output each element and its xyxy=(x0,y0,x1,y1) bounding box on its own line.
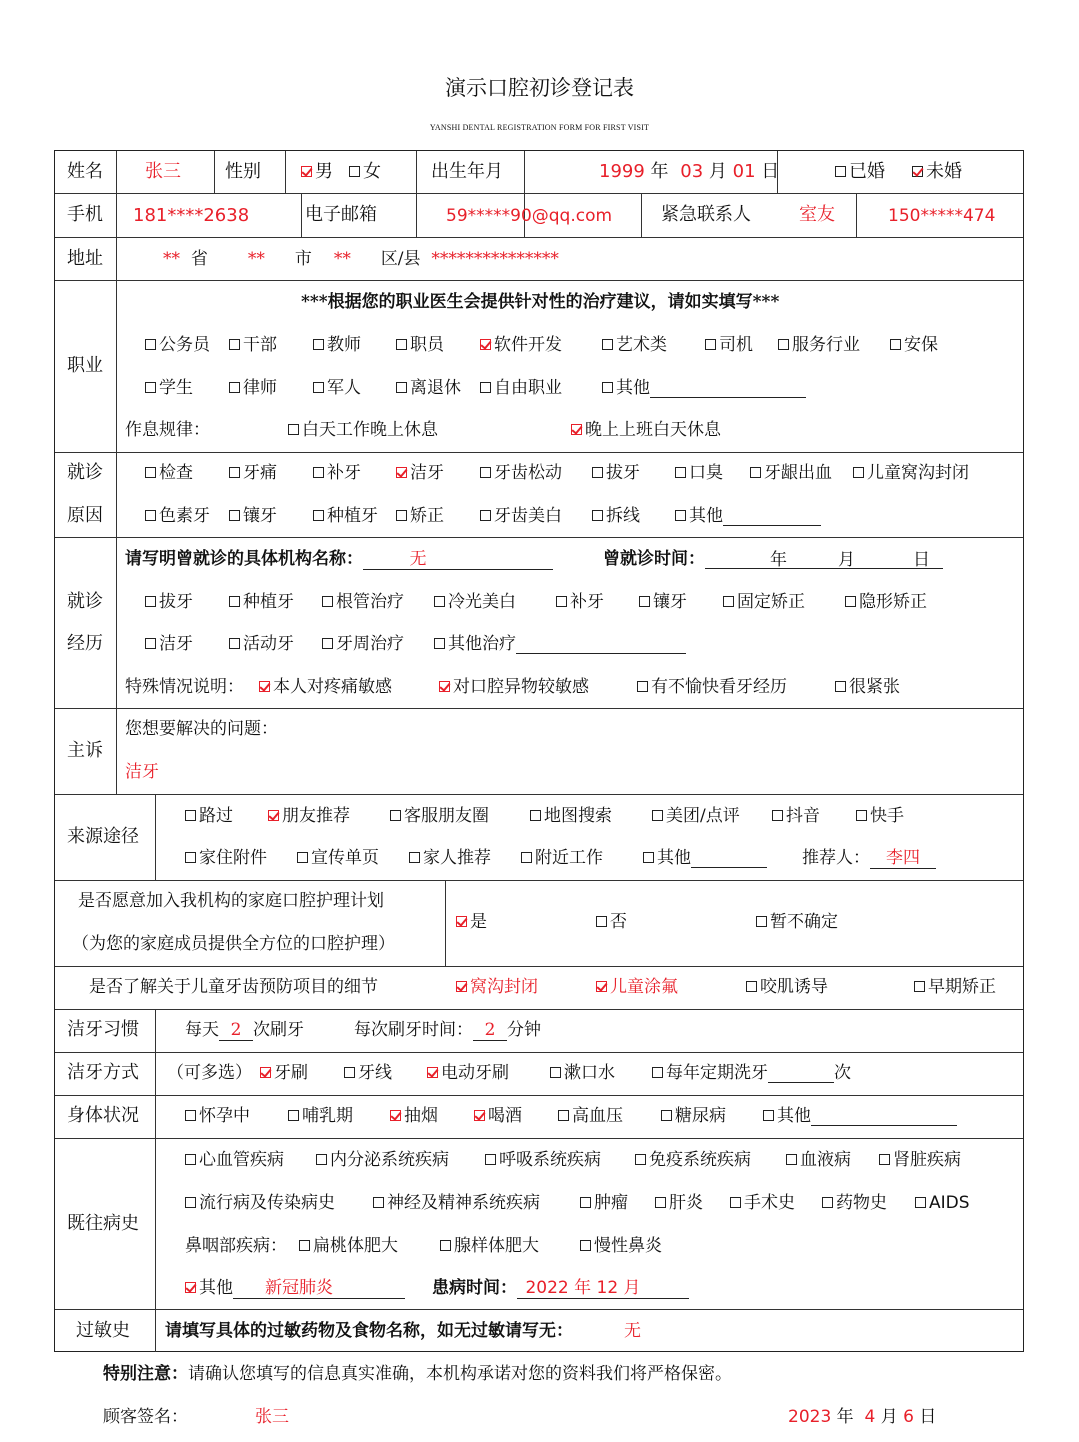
source-option[interactable]: 朋友推荐 xyxy=(268,806,350,826)
cleaning-option[interactable]: 电动牙刷 xyxy=(427,1063,509,1083)
cleaning-label: 洁牙方式 xyxy=(67,1062,139,1083)
checked-icon xyxy=(259,681,270,692)
history-option[interactable]: 拔牙 xyxy=(145,592,193,612)
checked-icon xyxy=(596,981,607,992)
reason-option[interactable]: 洁牙 xyxy=(396,463,444,483)
checkbox-icon xyxy=(185,852,196,863)
birth-label: 出生年月 xyxy=(431,161,503,182)
history-option[interactable]: 种植牙 xyxy=(229,592,294,612)
checkbox-icon xyxy=(229,339,240,350)
children-option[interactable]: 窝沟封闭 xyxy=(456,977,538,997)
reason-option[interactable]: 牙痛 xyxy=(229,463,277,483)
signature-label: 顾客签名： xyxy=(103,1407,188,1427)
checkbox-icon xyxy=(746,981,757,992)
family-plan-no[interactable]: 否 xyxy=(596,912,627,932)
checkbox-icon xyxy=(349,166,360,177)
medical-option[interactable]: 免疫系统疾病 xyxy=(635,1150,751,1170)
schedule-day-option[interactable]: 白天工作晚上休息 xyxy=(288,420,438,440)
brushing-time-field[interactable]: 每次刷牙时间： 2 分钟 xyxy=(354,1020,541,1040)
children-option[interactable]: 咬肌诱导 xyxy=(746,977,828,997)
checkbox-icon xyxy=(915,1197,926,1208)
history-other[interactable]: 其他治疗 xyxy=(434,634,686,654)
checkbox-icon xyxy=(592,467,603,478)
checkbox-icon xyxy=(299,1240,310,1251)
married-option[interactable]: 已婚 xyxy=(835,162,885,182)
checkbox-icon xyxy=(288,424,299,435)
history-option[interactable]: 根管治疗 xyxy=(322,592,404,612)
nose-label: 鼻咽部疾病： xyxy=(185,1236,287,1256)
address-value[interactable]: ** 省 ** 市 ** 区/县 *************** xyxy=(163,249,559,269)
history-label: 就诊 xyxy=(67,591,103,612)
checkbox-icon xyxy=(288,1110,299,1121)
reason-option[interactable]: 种植牙 xyxy=(313,506,378,526)
special-option[interactable]: 有不愉快看牙经历 xyxy=(637,677,787,697)
checked-icon xyxy=(185,1282,196,1293)
email-value[interactable]: 59*****90@qq.com xyxy=(446,206,613,226)
checkbox-icon xyxy=(390,810,401,821)
medical-option[interactable]: 神经及精神系统疾病 xyxy=(373,1193,540,1213)
checkbox-icon xyxy=(229,596,240,607)
checkbox-icon xyxy=(655,1197,666,1208)
history-option[interactable]: 冷光美白 xyxy=(434,592,516,612)
illness-time-field[interactable]: 患病时间： 2022 年 12 月 xyxy=(432,1278,689,1299)
checkbox-icon xyxy=(530,810,541,821)
checkbox-icon xyxy=(145,596,156,607)
cleaning-option[interactable]: 牙刷 xyxy=(260,1063,308,1083)
checkbox-icon xyxy=(822,1197,833,1208)
source-option[interactable]: 家住附件 xyxy=(185,848,267,868)
checkbox-icon xyxy=(835,166,846,177)
checked-icon xyxy=(268,810,279,821)
checkbox-icon xyxy=(185,1154,196,1165)
reason-option[interactable]: 牙齿美白 xyxy=(480,506,562,526)
occupation-option[interactable]: 艺术类 xyxy=(602,335,667,355)
reason-option[interactable]: 拆线 xyxy=(592,506,640,526)
cleaning-option[interactable]: 牙线 xyxy=(344,1063,392,1083)
special-option[interactable]: 很紧张 xyxy=(835,677,900,697)
reason-option[interactable]: 儿童窝沟封闭 xyxy=(853,463,969,483)
family-plan-yes[interactable]: 是 xyxy=(456,912,487,932)
checkbox-icon xyxy=(643,852,654,863)
source-label: 来源途径 xyxy=(67,826,139,847)
checkbox-icon xyxy=(914,981,925,992)
medical-option[interactable]: 肿瘤 xyxy=(580,1193,628,1213)
body-option[interactable]: 喝酒 xyxy=(474,1106,522,1126)
family-plan-note: （为您的家庭成员提供全方位的口腔护理） xyxy=(72,934,395,954)
children-option[interactable]: 早期矫正 xyxy=(914,977,996,997)
medical-other-field[interactable]: 其他 新冠肺炎 xyxy=(185,1278,405,1299)
checkbox-icon xyxy=(750,467,761,478)
source-option[interactable]: 地图搜索 xyxy=(530,806,612,826)
checked-icon xyxy=(301,166,312,177)
checkbox-icon xyxy=(396,382,407,393)
checkbox-icon xyxy=(145,382,156,393)
checkbox-icon xyxy=(229,382,240,393)
complaint-question: 您想要解决的问题： xyxy=(125,719,278,739)
email-label: 电子邮箱 xyxy=(305,204,377,225)
medical-option[interactable]: 扁桃体肥大 xyxy=(299,1236,398,1256)
checkbox-icon xyxy=(835,681,846,692)
checkbox-icon xyxy=(772,810,783,821)
source-option[interactable]: 附近工作 xyxy=(521,848,603,868)
checkbox-icon xyxy=(145,638,156,649)
body-other[interactable]: 其他 xyxy=(763,1106,957,1126)
history-option[interactable]: 牙周治疗 xyxy=(322,634,404,654)
checkbox-icon xyxy=(521,852,532,863)
checkbox-icon xyxy=(661,1110,672,1121)
checked-icon xyxy=(456,981,467,992)
signature-value[interactable]: 张三 xyxy=(255,1407,289,1427)
occupation-option[interactable]: 安保 xyxy=(890,335,938,355)
occupation-other[interactable]: 其他 xyxy=(602,378,806,398)
checkbox-icon xyxy=(229,638,240,649)
checkbox-icon xyxy=(145,510,156,521)
checkbox-icon xyxy=(675,467,686,478)
checkbox-icon xyxy=(558,1110,569,1121)
name-label: 姓名 xyxy=(67,161,103,182)
reason-option[interactable]: 口臭 xyxy=(675,463,723,483)
checkbox-icon xyxy=(602,339,613,350)
brushing-daily-field[interactable]: 每天 2 次刷牙 xyxy=(185,1020,304,1040)
occupation-option[interactable]: 离退休 xyxy=(396,378,461,398)
checkbox-icon xyxy=(675,510,686,521)
checkbox-icon xyxy=(845,596,856,607)
checkbox-icon xyxy=(297,852,308,863)
medical-option[interactable]: 呼吸系统疾病 xyxy=(485,1150,601,1170)
occupation-option[interactable]: 软件开发 xyxy=(480,335,562,355)
visit-reason-label: 就诊 xyxy=(67,462,103,483)
checked-icon xyxy=(390,1110,401,1121)
checkbox-icon xyxy=(856,810,867,821)
medical-option[interactable]: AIDS xyxy=(915,1193,970,1213)
checkbox-icon xyxy=(229,510,240,521)
source-option[interactable]: 抖音 xyxy=(772,806,820,826)
checkbox-icon xyxy=(145,339,156,350)
brushing-label: 洁牙习惯 xyxy=(67,1019,139,1040)
medical-option[interactable]: 心血管疾病 xyxy=(185,1150,284,1170)
checkbox-icon xyxy=(344,1067,355,1078)
medical-history-label: 既往病史 xyxy=(67,1213,139,1234)
checkbox-icon xyxy=(229,467,240,478)
checkbox-icon xyxy=(705,339,716,350)
address-label: 地址 xyxy=(67,248,103,269)
form-title: 演示口腔初诊登记表 xyxy=(445,76,634,100)
history-option[interactable]: 补牙 xyxy=(556,592,604,612)
reason-option[interactable]: 镶牙 xyxy=(229,506,277,526)
checked-icon xyxy=(456,916,467,927)
checkbox-icon xyxy=(763,1110,774,1121)
name-value[interactable]: 张三 xyxy=(145,161,181,182)
medical-option[interactable]: 肾脏疾病 xyxy=(879,1150,961,1170)
cleaning-option[interactable]: 每年定期洗牙 次 xyxy=(652,1063,851,1083)
checkbox-icon xyxy=(409,852,420,863)
allergy-prompt: 请填写具体的过敏药物及食物名称，如无过敏请写无： xyxy=(165,1321,573,1341)
checkbox-icon xyxy=(434,638,445,649)
family-plan-question: 是否愿意加入我机构的家庭口腔护理计划 xyxy=(78,891,384,911)
medical-option[interactable]: 血液病 xyxy=(786,1150,851,1170)
source-option[interactable]: 美团/点评 xyxy=(652,806,740,826)
checked-icon xyxy=(480,339,491,350)
emergency-label: 紧急联系人 xyxy=(661,204,751,225)
checkbox-icon xyxy=(592,510,603,521)
reason-option[interactable]: 牙齿松动 xyxy=(480,463,562,483)
complaint-answer[interactable]: 洁牙 xyxy=(125,762,159,782)
checkbox-icon xyxy=(756,916,767,927)
checkbox-icon xyxy=(652,810,663,821)
birth-date[interactable]: 1999 年 03 月 01 日 xyxy=(599,161,780,182)
checkbox-icon xyxy=(635,1154,646,1165)
occupation-option[interactable]: 干部 xyxy=(229,335,277,355)
reason-option[interactable]: 矫正 xyxy=(396,506,444,526)
checkbox-icon xyxy=(313,467,324,478)
reason-option[interactable]: 拔牙 xyxy=(592,463,640,483)
checked-icon xyxy=(260,1067,271,1078)
checked-icon xyxy=(912,166,923,177)
reason-option[interactable]: 补牙 xyxy=(313,463,361,483)
children-question: 是否了解关于儿童牙齿预防项目的细节 xyxy=(89,977,378,997)
phone-value[interactable]: 181****2638 xyxy=(133,205,250,226)
medical-option[interactable]: 流行病及传染病史 xyxy=(185,1193,335,1213)
referrer-field[interactable]: 推荐人： 李四 xyxy=(802,848,936,869)
occupation-option[interactable]: 职员 xyxy=(396,335,444,355)
signature-date[interactable]: 2023 年 4 月 6 日 xyxy=(788,1407,937,1427)
institution-field[interactable]: 请写明曾就诊的具体机构名称： 无 xyxy=(125,549,553,570)
medical-option[interactable]: 肝炎 xyxy=(655,1193,703,1213)
body-label: 身体状况 xyxy=(67,1105,139,1126)
checkbox-icon xyxy=(396,510,407,521)
cleaning-multi-note: （可多选） xyxy=(167,1063,252,1083)
history-option[interactable]: 洁牙 xyxy=(145,634,193,654)
checkbox-icon xyxy=(322,596,333,607)
reason-option[interactable]: 检查 xyxy=(145,463,193,483)
body-option[interactable]: 哺乳期 xyxy=(288,1106,353,1126)
allergy-label: 过敏史 xyxy=(76,1320,130,1341)
checkbox-icon xyxy=(313,382,324,393)
source-option[interactable]: 宣传单页 xyxy=(297,848,379,868)
checkbox-icon xyxy=(185,810,196,821)
checkbox-icon xyxy=(580,1197,591,1208)
checkbox-icon xyxy=(373,1197,384,1208)
special-option[interactable]: 本人对疼痛敏感 xyxy=(259,677,392,697)
checked-icon xyxy=(571,424,582,435)
checkbox-icon xyxy=(185,1110,196,1121)
checked-icon xyxy=(439,681,450,692)
occupation-option[interactable]: 司机 xyxy=(705,335,753,355)
checkbox-icon xyxy=(185,1197,196,1208)
checked-icon xyxy=(427,1067,438,1078)
complaint-label: 主诉 xyxy=(67,740,103,761)
checkbox-icon xyxy=(786,1154,797,1165)
checkbox-icon xyxy=(313,339,324,350)
checkbox-icon xyxy=(480,382,491,393)
checkbox-icon xyxy=(853,467,864,478)
history-option[interactable]: 活动牙 xyxy=(229,634,294,654)
reason-other[interactable]: 其他 xyxy=(675,506,821,526)
medical-option[interactable]: 手术史 xyxy=(730,1193,795,1213)
checked-icon xyxy=(474,1110,485,1121)
occupation-option[interactable]: 军人 xyxy=(313,378,361,398)
occupation-note: ***根据您的职业医生会提供针对性的治疗建议，请如实填写*** xyxy=(301,292,780,312)
checked-icon xyxy=(396,467,407,478)
gender-male-option[interactable]: 男 xyxy=(301,162,333,182)
medical-option[interactable]: 慢性鼻炎 xyxy=(580,1236,662,1256)
history-option[interactable]: 固定矫正 xyxy=(723,592,805,612)
checkbox-icon xyxy=(778,339,789,350)
checkbox-icon xyxy=(316,1154,327,1165)
reason-option[interactable]: 牙龈出血 xyxy=(750,463,832,483)
schedule-night-option[interactable]: 晚上上班白天休息 xyxy=(571,420,721,440)
form-subtitle: YANSHI DENTAL REGISTRATION FORM FOR FIRST VISIT xyxy=(429,123,650,132)
children-option[interactable]: 儿童涂氟 xyxy=(596,977,678,997)
checkbox-icon xyxy=(396,339,407,350)
unmarried-option[interactable]: 未婚 xyxy=(912,162,962,182)
source-other[interactable]: 其他 xyxy=(643,848,767,868)
source-option[interactable]: 路过 xyxy=(185,806,233,826)
checkbox-icon xyxy=(145,467,156,478)
body-option[interactable]: 抽烟 xyxy=(390,1106,438,1126)
schedule-label: 作息规律： xyxy=(125,420,210,440)
gender-label: 性别 xyxy=(225,161,261,182)
checkbox-icon xyxy=(730,1197,741,1208)
registration-form xyxy=(54,150,1024,1352)
notice: 特别注意：请确认您填写的信息真实准确，本机构承诺对您的资料我们将严格保密。 xyxy=(103,1364,732,1384)
source-option[interactable]: 客服朋友圈 xyxy=(390,806,489,826)
occupation-option[interactable]: 律师 xyxy=(229,378,277,398)
cleaning-option[interactable]: 漱口水 xyxy=(550,1063,615,1083)
checkbox-icon xyxy=(879,1154,890,1165)
allergy-value[interactable]: 无 xyxy=(624,1321,641,1341)
medical-option[interactable]: 腺样体肥大 xyxy=(440,1236,539,1256)
checkbox-icon xyxy=(639,596,650,607)
occupation-option[interactable]: 学生 xyxy=(145,378,193,398)
source-option[interactable]: 家人推荐 xyxy=(409,848,491,868)
checkbox-icon xyxy=(550,1067,561,1078)
gender-female-option[interactable]: 女 xyxy=(349,162,381,182)
family-plan-unsure[interactable]: 暂不确定 xyxy=(756,912,838,932)
medical-option[interactable]: 内分泌系统疾病 xyxy=(316,1150,449,1170)
visit-time-field[interactable]: 曾就诊时间： 年 月 日 xyxy=(603,549,943,569)
checkbox-icon xyxy=(322,638,333,649)
occupation-option[interactable]: 公务员 xyxy=(145,335,210,355)
medical-option[interactable]: 药物史 xyxy=(822,1193,887,1213)
occupation-option[interactable]: 教师 xyxy=(313,335,361,355)
source-option[interactable]: 快手 xyxy=(856,806,904,826)
checkbox-icon xyxy=(890,339,901,350)
checkbox-icon xyxy=(723,596,734,607)
phone-label: 手机 xyxy=(67,204,103,225)
history-option[interactable]: 隐形矫正 xyxy=(845,592,927,612)
occupation-option[interactable]: 自由职业 xyxy=(480,378,562,398)
checkbox-icon xyxy=(485,1154,496,1165)
body-option[interactable]: 糖尿病 xyxy=(661,1106,726,1126)
occupation-label: 职业 xyxy=(67,355,103,376)
checkbox-icon xyxy=(480,467,491,478)
visit-reason-label: 原因 xyxy=(67,505,103,526)
checkbox-icon xyxy=(313,510,324,521)
occupation-option[interactable]: 服务行业 xyxy=(778,335,860,355)
checkbox-icon xyxy=(596,916,607,927)
checkbox-icon xyxy=(434,596,445,607)
history-option[interactable]: 镶牙 xyxy=(639,592,687,612)
history-label: 经历 xyxy=(67,633,103,654)
checkbox-icon xyxy=(602,382,613,393)
checkbox-icon xyxy=(480,510,491,521)
reason-option[interactable]: 色素牙 xyxy=(145,506,210,526)
checkbox-icon xyxy=(440,1240,451,1251)
checkbox-icon xyxy=(556,596,567,607)
checkbox-icon xyxy=(637,681,648,692)
emergency-phone[interactable]: 150*****474 xyxy=(888,206,996,226)
emergency-name[interactable]: 室友 xyxy=(799,204,835,225)
special-option[interactable]: 对口腔异物较敏感 xyxy=(439,677,589,697)
body-option[interactable]: 高血压 xyxy=(558,1106,623,1126)
body-option[interactable]: 怀孕中 xyxy=(185,1106,250,1126)
checkbox-icon xyxy=(580,1240,591,1251)
checkbox-icon xyxy=(652,1067,663,1078)
special-label: 特殊情况说明： xyxy=(125,677,244,697)
